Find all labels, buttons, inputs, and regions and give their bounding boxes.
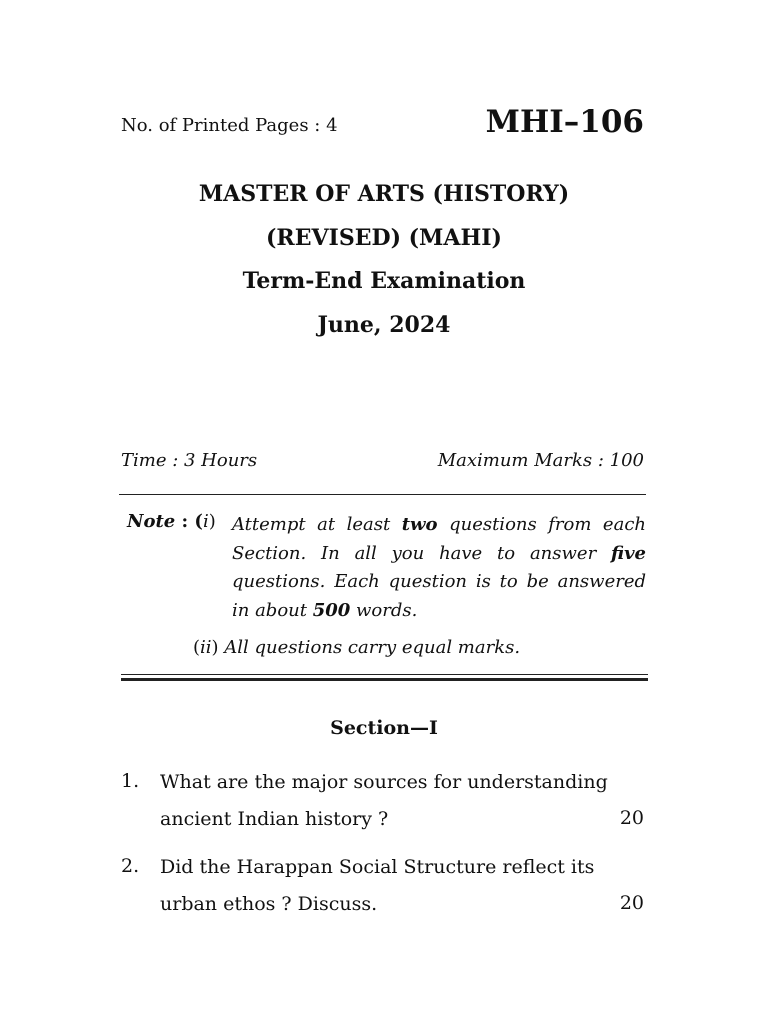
question-text-line-1: What are the major sources for understanding xyxy=(160,771,608,793)
note-roman-ii: ii xyxy=(200,637,212,658)
note-instruction-i xyxy=(232,511,646,625)
note-ii-close-paren: ) xyxy=(211,637,219,658)
note-colon: : ( xyxy=(175,511,203,532)
paper-code: MHI–106 xyxy=(485,104,644,140)
note-label xyxy=(127,511,216,532)
double-rule-bottom xyxy=(121,678,648,681)
double-rule-top xyxy=(121,674,648,675)
question-number: 2. xyxy=(121,855,140,877)
question-number: 1. xyxy=(121,770,140,792)
note-i-text-3: questions. Each question is to be answered in about xyxy=(232,571,646,621)
exam-session: June, 2024 xyxy=(317,312,451,338)
note-i-text-1: Attempt at least xyxy=(232,514,402,535)
printed-pages-count: No. of Printed Pages : 4 xyxy=(121,115,338,136)
question-marks: 20 xyxy=(619,807,644,829)
exam-type: Term-End Examination xyxy=(242,268,526,294)
question-text-line-2: ancient Indian history ? xyxy=(160,808,389,830)
programme-title: MASTER OF ARTS (HISTORY) xyxy=(198,181,570,207)
note-ii-text: All questions carry equal marks. xyxy=(218,637,521,658)
question-marks: 20 xyxy=(619,892,644,914)
question-text-line-1: Did the Harappan Social Structure reflect its xyxy=(160,856,595,878)
note-i-bold-500: 500 xyxy=(312,599,351,621)
note-i-bold-two: two xyxy=(401,514,438,535)
note-close-paren: ) xyxy=(208,511,216,532)
section-heading: Section—I xyxy=(330,717,438,739)
maximum-marks: Maximum Marks : 100 xyxy=(437,450,644,471)
note-i-text-4: words. xyxy=(350,599,418,621)
programme-subtitle: (REVISED) (MAHI) xyxy=(266,225,502,251)
question-text-line-2: urban ethos ? Discuss. xyxy=(160,893,378,915)
note-instruction-ii xyxy=(193,637,520,658)
note-i-text-2: questions from each Section. In all you have to answer xyxy=(232,514,646,564)
exam-time: Time : 3 Hours xyxy=(121,450,258,471)
note-label-text: Note xyxy=(127,511,176,532)
divider-line xyxy=(119,494,646,495)
note-roman-i: i xyxy=(202,511,209,532)
note-ii-open-paren: ( xyxy=(193,637,201,658)
note-i-bold-five: five xyxy=(611,542,646,564)
